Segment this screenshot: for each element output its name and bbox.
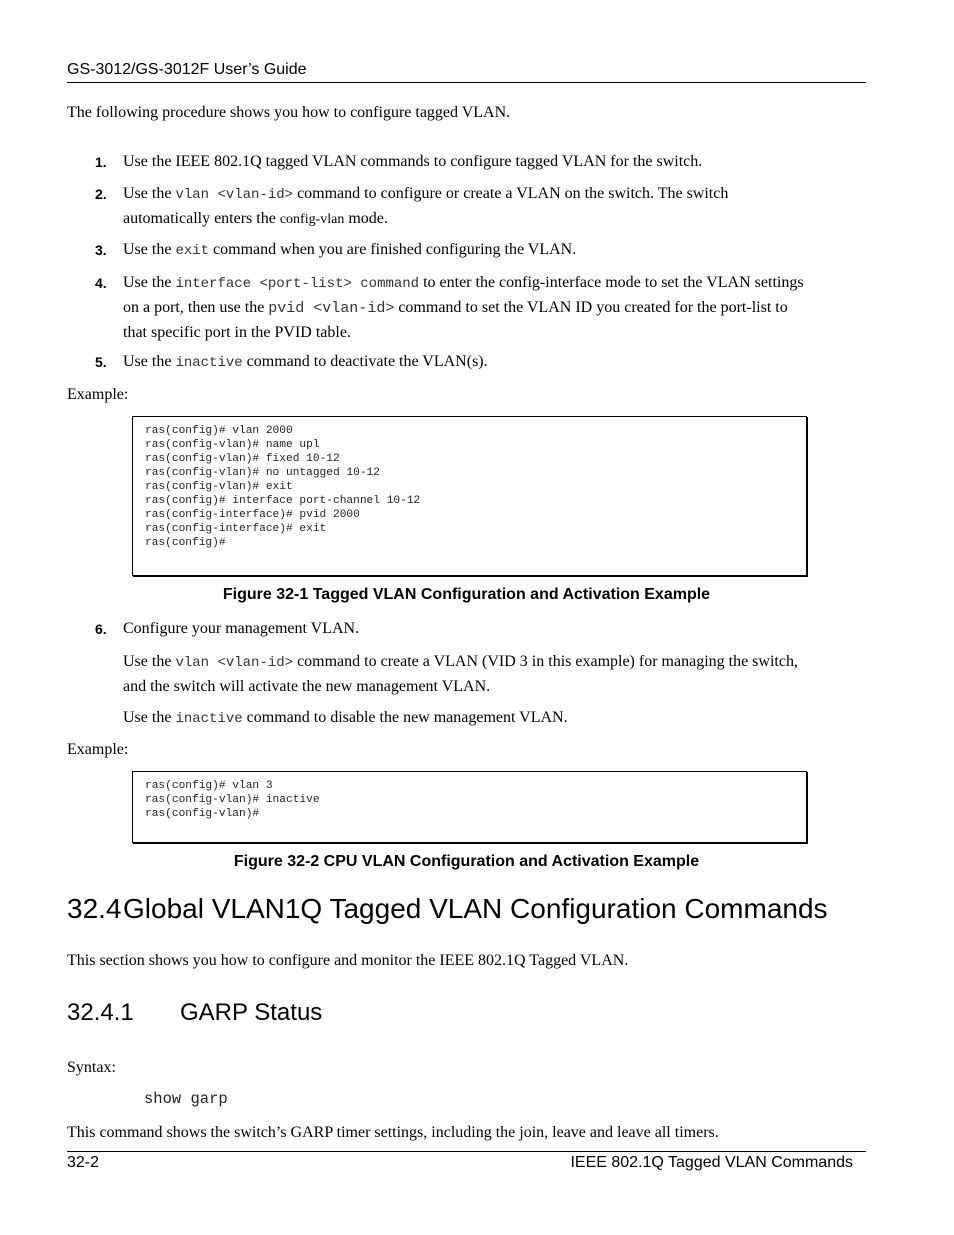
section-paragraph: This section shows you how to configure and monitor the IEEE 802.1Q Tagged VLAN. — [67, 952, 629, 969]
step-text: Use the vlan <vlan-id> command to create a VLAN (VID 3 in this example) for managing the switch, and the switch will activate the new management VLAN. — [123, 653, 798, 695]
step-number: 6. — [95, 621, 107, 637]
section-title: Global VLAN1Q Tagged VLAN Configuration Commands — [123, 893, 828, 924]
command-description: This command shows the switch’s GARP timer settings, including the join, leave and leave all timers. — [67, 1124, 719, 1141]
subsection-number: 32.4.1 — [67, 999, 134, 1026]
running-header: GS-3012/GS-3012F User’s Guide — [67, 61, 307, 78]
figure-caption: Figure 32-2 CPU VLAN Configuration and Activation Example — [233, 853, 700, 870]
chapter-title: IEEE 802.1Q Tagged VLAN Commands — [570, 1154, 853, 1171]
step-number: 2. — [95, 186, 107, 202]
footer-rule — [67, 1151, 866, 1152]
subsection-title: GARP Status — [180, 999, 323, 1026]
step-text: Use the interface <port-list> command to enter the config-interface mode to set the VLAN settings on a port, then use the pvid <vlan-id> command to set the VLAN ID you created for the port-list to that specific port in the PVID table. — [123, 274, 804, 341]
step-number: 3. — [95, 242, 107, 258]
code-example-box — [132, 416, 807, 576]
figure-caption: Figure 32-1 Tagged VLAN Configuration and Activation Example — [222, 586, 711, 603]
step-text: Configure your management VLAN. — [123, 620, 360, 637]
inline-code: vlan <vlan-id> — [175, 655, 294, 671]
inline-code: vlan <vlan-id> — [175, 187, 294, 203]
step-text: Use the exit command when you are finished configuring the VLAN. — [123, 241, 577, 259]
page-number: 32-2 — [67, 1154, 100, 1171]
section-number: 32.4 — [67, 893, 122, 924]
step-text: Use the vlan <vlan-id> command to configure or create a VLAN on the switch. The switch automatically enters the config-vlan mode. — [123, 185, 729, 227]
inline-code: exit — [175, 243, 210, 259]
step-number: 4. — [95, 275, 107, 291]
section-heading — [67, 893, 828, 925]
step-4 — [67, 271, 867, 343]
inline-code: inactive — [175, 355, 243, 371]
inline-code: interface <port-list> command — [175, 276, 420, 292]
step-text: Use the inactive command to disable the new management VLAN. — [123, 709, 568, 727]
example-label: Example: — [67, 741, 129, 758]
step-2 — [67, 182, 867, 230]
step-text: Use the inactive command to deactivate the VLAN(s). — [123, 353, 488, 371]
step-text: Use the IEEE 802.1Q tagged VLAN commands to configure tagged VLAN for the switch. — [123, 153, 703, 170]
syntax-command: show garp — [144, 1090, 228, 1108]
code-listing: ras(config)# vlan 2000 ras(config-vlan)# name upl ras(config-vlan)# fixed 10-12 ras(config-vlan)# no untagged 10-12 ras(config-vlan)# exit ras(config)# interface port-channel 10-12 ras(config-interface)# pvid 2000 ras(config-interface)# exit ras(config)# — [145, 425, 421, 549]
code-example-box — [132, 771, 807, 843]
code-listing: ras(config)# vlan 3 ras(config-vlan)# inactive ras(config-vlan)# — [145, 780, 320, 820]
intro-paragraph: The following procedure shows you how to configure tagged VLAN. — [67, 104, 511, 121]
step-number: 1. — [95, 154, 107, 170]
mode-name: config-vlan — [279, 212, 345, 227]
step-number: 5. — [95, 354, 107, 370]
syntax-label: Syntax: — [67, 1059, 116, 1076]
step-6-detail-1 — [67, 650, 867, 698]
header-rule — [67, 82, 866, 83]
example-label: Example: — [67, 386, 129, 403]
subsection-heading — [67, 999, 322, 1027]
inline-code: pvid <vlan-id> — [268, 300, 395, 317]
inline-code: inactive — [175, 711, 243, 727]
